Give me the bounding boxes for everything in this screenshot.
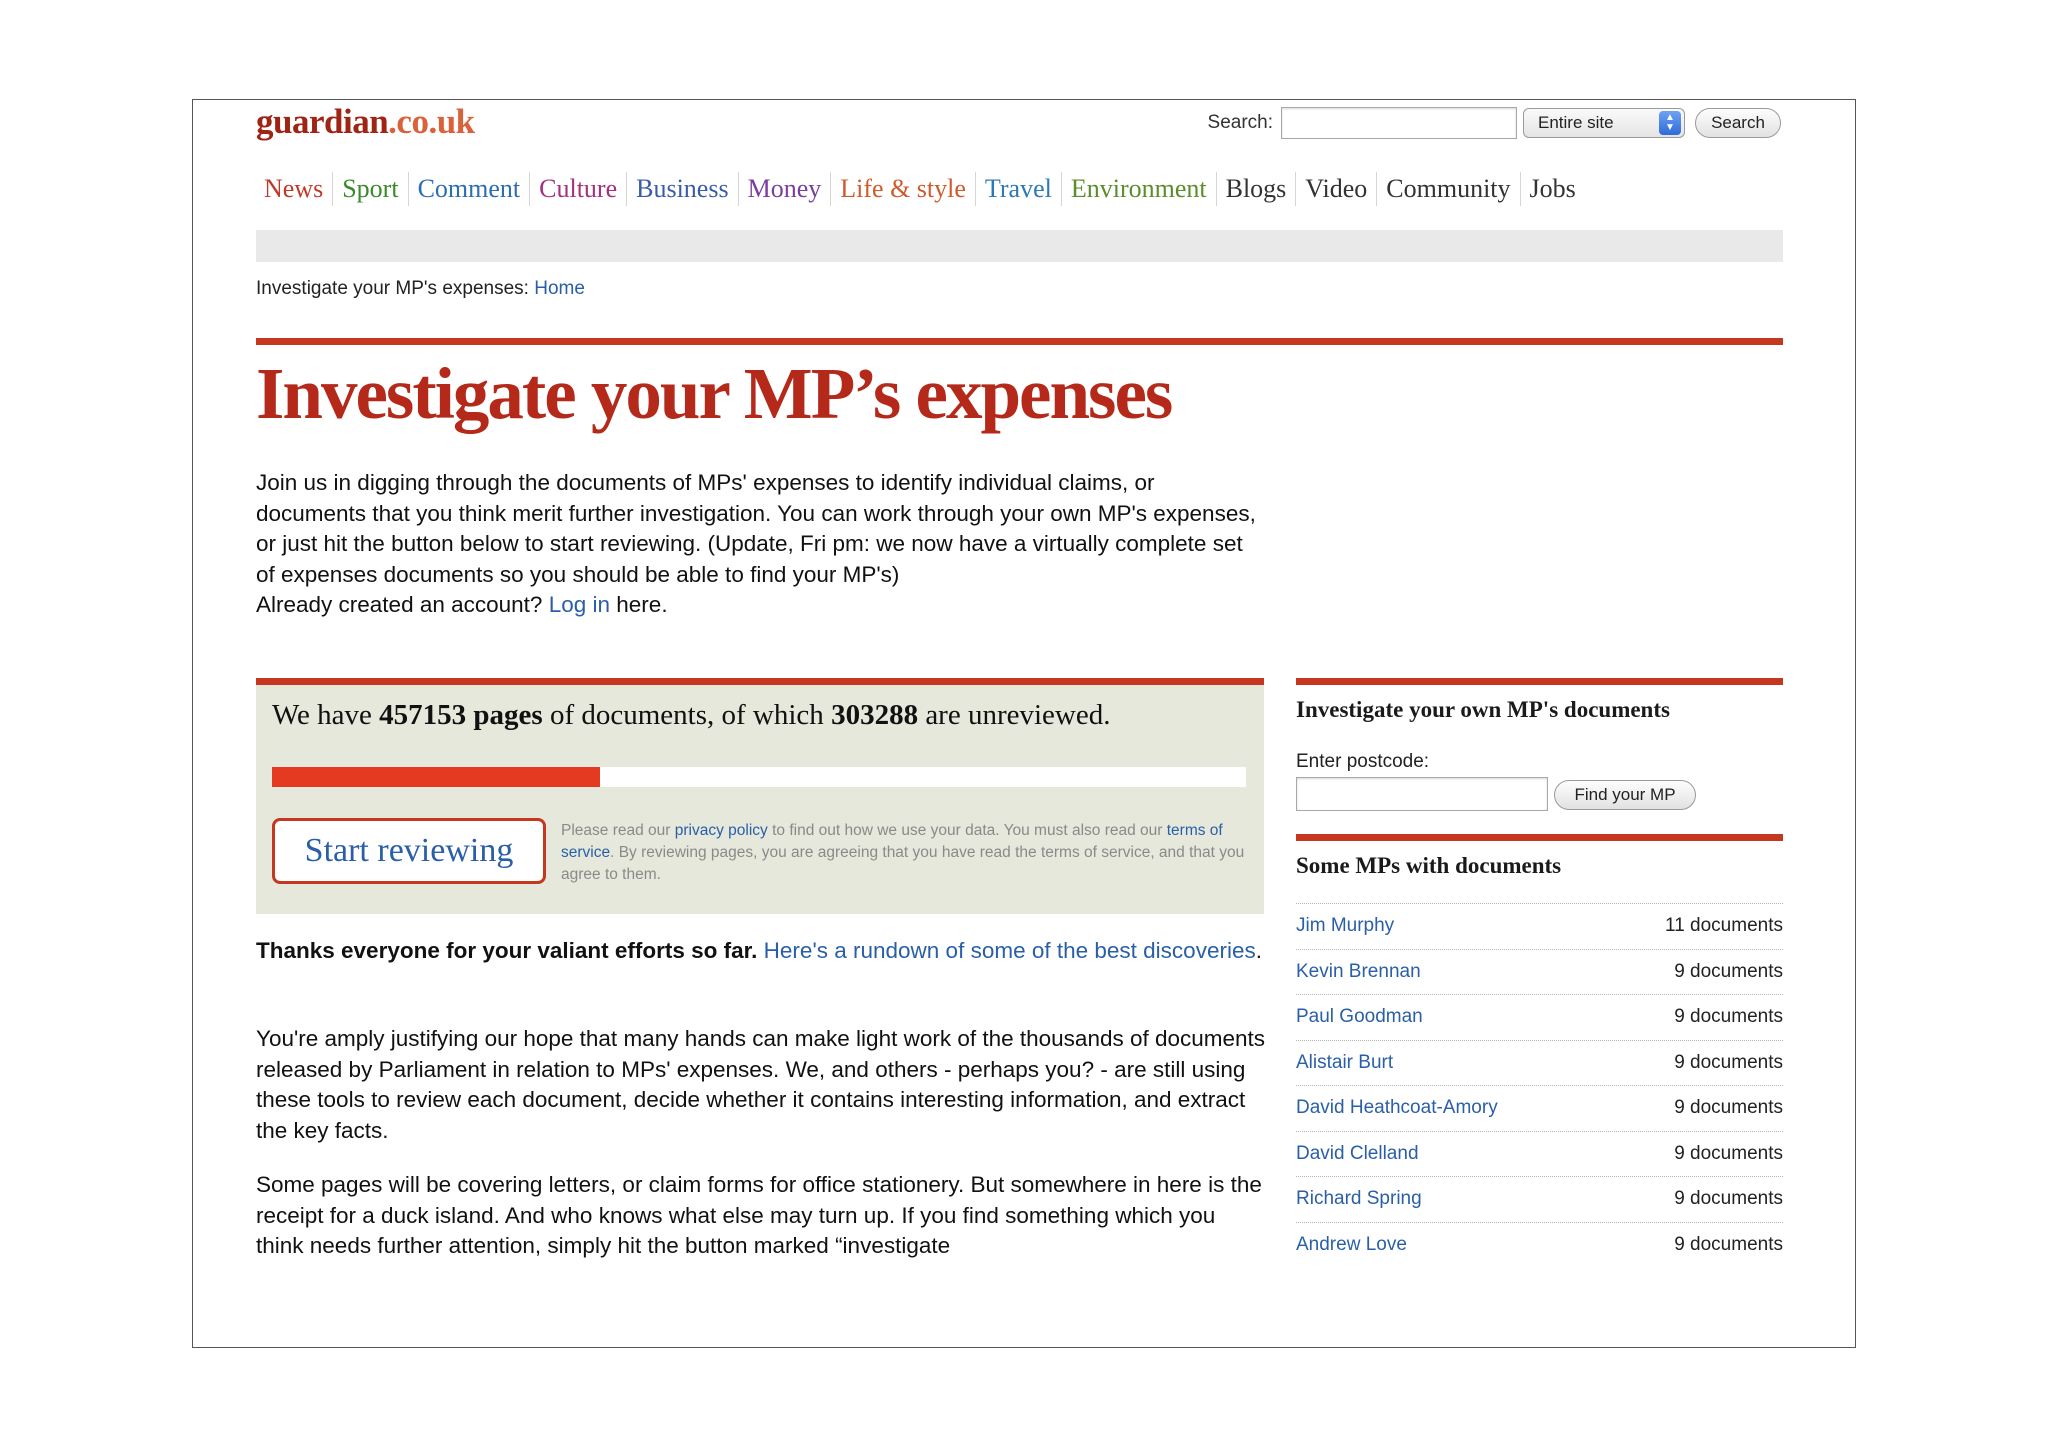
mp-document-count: 9 documents: [1674, 1097, 1783, 1119]
mp-name-link[interactable]: Kevin Brennan: [1296, 960, 1421, 982]
nav-item-video[interactable]: Video: [1296, 172, 1377, 206]
pages-unit: pages: [473, 699, 543, 731]
review-progress-bar: [272, 767, 1246, 787]
breadcrumb-home-link[interactable]: Home: [534, 278, 585, 299]
nav-item-sport[interactable]: Sport: [333, 172, 408, 206]
mp-name-link[interactable]: David Clelland: [1296, 1142, 1419, 1164]
logo-main: guardian: [256, 102, 389, 141]
login-link[interactable]: Log in: [548, 592, 611, 617]
list-item: [1296, 1223, 1783, 1269]
search-input[interactable]: [1281, 107, 1517, 139]
mp-document-count: 9 documents: [1674, 1051, 1783, 1073]
postcode-label: Enter postcode:: [1296, 751, 1430, 772]
stats-prefix: We have: [272, 699, 372, 731]
site-search: [1208, 106, 1781, 140]
select-arrows-icon: ▲ ▼: [1659, 111, 1681, 135]
account-prefix: Already created an account?: [256, 592, 543, 617]
postcode-panel: [1296, 678, 1783, 804]
search-scope-value: Entire site: [1538, 113, 1614, 132]
policy-text-2: to find out how we use your data. You must also read our: [772, 822, 1163, 839]
mp-name-link[interactable]: Andrew Love: [1296, 1234, 1407, 1256]
thanks-bold: Thanks everyone for your valiant efforts so far.: [256, 938, 758, 963]
mp-document-count: 11 documents: [1665, 915, 1783, 937]
mp-name-link[interactable]: Alistair Burt: [1296, 1051, 1394, 1073]
pages-count: 457153: [379, 699, 467, 731]
mp-document-count: 9 documents: [1674, 1234, 1783, 1256]
nav-item-blogs[interactable]: Blogs: [1217, 172, 1297, 206]
stats-summary: [272, 699, 1111, 732]
logo-tld: .co.uk: [388, 102, 475, 141]
search-button[interactable]: Search: [1695, 108, 1781, 138]
unreviewed-count: 303288: [831, 699, 919, 731]
review-progress-fill: [272, 767, 600, 787]
mp-document-count: 9 documents: [1674, 1006, 1783, 1028]
title-divider: [256, 338, 1783, 345]
search-scope-select[interactable]: [1523, 108, 1685, 138]
list-item: [1296, 995, 1783, 1041]
intro-paragraph: [256, 468, 1266, 621]
start-reviewing-button[interactable]: Start reviewing: [272, 818, 546, 884]
thanks-end: .: [1255, 938, 1262, 963]
nav-item-community[interactable]: Community: [1377, 172, 1520, 206]
policy-text-3: . By reviewing pages, you are agreeing that you have read the terms of service, and that you agree to them.: [561, 844, 1245, 883]
nav-item-environment[interactable]: Environment: [1062, 172, 1217, 206]
intro-text: Join us in digging through the documents of MPs' expenses to identify individual claims, or documents that you think merit further investigation. You can work through your own MP's expenses, or just hit the button below to start reviewing. (Update, Fri pm: we now have a virtually complete set of expenses documents so you should be able to find your MP's): [256, 470, 1256, 587]
nav-item-life-and-style[interactable]: Life & style: [831, 172, 976, 206]
body-paragraph-2: You're amply justifying our hope that many hands can make light work of the thousands of documents released by Parliament in relation to MPs' expenses. We, and others - perhaps you? - are still using these tools to review each document, decide whether it contains interesting information, and extract the key facts.: [256, 1026, 1266, 1143]
review-stats-box: [256, 678, 1264, 914]
mp-document-count: 9 documents: [1674, 1188, 1783, 1210]
policy-text-1: Please read our: [561, 822, 671, 839]
list-item: [1296, 1177, 1783, 1223]
thanks-paragraph: [256, 936, 1266, 967]
privacy-policy-link[interactable]: privacy policy: [674, 822, 768, 839]
mp-name-link[interactable]: Paul Goodman: [1296, 1006, 1423, 1028]
terms-of-service-link[interactable]: terms of service: [561, 822, 1223, 861]
mp-name-link[interactable]: David Heathcoat-Amory: [1296, 1097, 1498, 1119]
breadcrumb: [256, 278, 585, 300]
guardian-logo[interactable]: [256, 102, 475, 142]
mp-name-link[interactable]: Richard Spring: [1296, 1188, 1422, 1210]
list-item: [1296, 1132, 1783, 1178]
account-suffix: here.: [616, 592, 668, 617]
find-your-mp-button[interactable]: Find your MP: [1554, 780, 1696, 810]
nav-item-money[interactable]: Money: [739, 172, 832, 206]
list-item: [1296, 904, 1783, 950]
mp-list: [1296, 903, 1783, 1268]
nav-item-travel[interactable]: Travel: [976, 172, 1062, 206]
stats-middle: of documents, of which: [549, 699, 824, 731]
subnav-bar: [256, 230, 1783, 262]
nav-item-jobs[interactable]: Jobs: [1529, 174, 1576, 203]
mps-panel: [1296, 834, 1783, 1256]
body-paragraph-3: Some pages will be covering letters, or claim forms for office stationery. But somewhere in here is the receipt for a duck island. And who knows what else may turn up. If you find something which you think needs further attention, simply hit the button marked “investigate: [256, 1172, 1262, 1258]
postcode-panel-title: Investigate your own MP's documents: [1296, 697, 1670, 722]
mp-name-link[interactable]: Jim Murphy: [1296, 915, 1395, 937]
postcode-input[interactable]: [1296, 777, 1548, 811]
breadcrumb-prefix: Investigate your MP's expenses:: [256, 278, 529, 299]
mp-document-count: 9 documents: [1674, 1142, 1783, 1164]
page-title: Investigate your MP’s expenses: [256, 353, 1172, 434]
list-item: [1296, 1086, 1783, 1132]
main-nav: [256, 172, 1585, 206]
nav-item-business[interactable]: Business: [627, 172, 738, 206]
nav-item-culture[interactable]: Culture: [530, 172, 627, 206]
mps-panel-title: Some MPs with documents: [1296, 853, 1562, 878]
policy-notice: [561, 820, 1251, 886]
stats-suffix: are unreviewed.: [925, 699, 1111, 731]
list-item: [1296, 950, 1783, 996]
list-item: [1296, 1041, 1783, 1087]
best-discoveries-link[interactable]: Here's a rundown of some of the best discoveries: [763, 938, 1256, 963]
browser-page-frame: [192, 99, 1856, 1348]
nav-item-comment[interactable]: Comment: [409, 172, 531, 206]
mp-document-count: 9 documents: [1674, 960, 1783, 982]
nav-item-news[interactable]: News: [256, 172, 333, 206]
search-label: Search:: [1207, 112, 1273, 133]
